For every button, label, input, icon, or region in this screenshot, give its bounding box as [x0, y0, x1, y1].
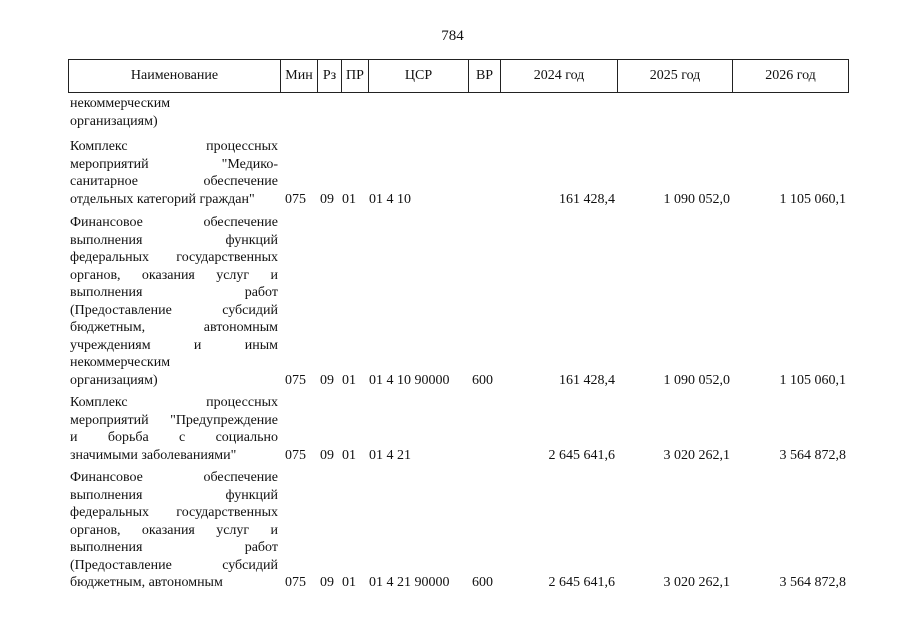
cell-csr: 01 4 21	[369, 447, 411, 463]
row-name-line: мероприятий "Медико-	[70, 156, 278, 172]
row-name-line: Финансовое обеспечение	[70, 215, 278, 230]
row-name-line: (Предоставление субсидий	[70, 302, 278, 318]
header-min: Мин	[281, 60, 318, 92]
row-name-line: выполнения работ	[70, 285, 278, 300]
row-name	[70, 95, 278, 130]
header-vr: ВР	[469, 60, 501, 92]
cell-vr: 600	[472, 372, 493, 388]
header-2026: 2026 год	[765, 68, 816, 83]
cell-rz: 09	[320, 575, 334, 590]
table-row	[68, 214, 849, 389]
header-rz: Рз	[318, 60, 342, 92]
row-name	[70, 469, 278, 592]
cell-y2026: 3 564 872,8	[779, 575, 846, 590]
row-name-line: значимыми заболеваниями"	[70, 447, 237, 463]
cell-min: 075	[285, 575, 306, 590]
table-row	[68, 394, 849, 464]
table-row	[68, 138, 849, 208]
cell-rz: 09	[320, 191, 334, 207]
cell-csr: 01 4 21 90000	[369, 575, 450, 590]
cell-y2026: 1 105 060,1	[779, 372, 846, 388]
row-name-line: выполнения функций	[70, 487, 278, 503]
cell-pr: 01	[342, 372, 356, 388]
page-number: 784	[441, 28, 464, 44]
row-name	[70, 394, 278, 464]
cell-y2025: 1 090 052,0	[663, 372, 730, 388]
row-name	[70, 138, 278, 208]
row-name-line: органов, оказания услуг и	[70, 267, 278, 283]
header-csr: ЦСР	[369, 60, 469, 92]
table-row	[68, 469, 849, 592]
header-name: Наименование	[69, 60, 281, 92]
cell-pr: 01	[342, 191, 356, 207]
cell-y2025: 1 090 052,0	[663, 191, 730, 207]
row-name-line: и борьба с социально	[70, 430, 278, 445]
cell-y2026: 1 105 060,1	[779, 191, 846, 207]
header-pr: ПР	[342, 60, 369, 92]
cell-y2024: 161 428,4	[559, 191, 615, 207]
row-name-line: (Предоставление субсидий	[70, 557, 278, 573]
row-name-line: организациям)	[70, 372, 158, 388]
header-2025: 2025 год	[618, 60, 733, 92]
cell-y2024: 2 645 641,6	[548, 575, 615, 590]
cell-y2026: 3 564 872,8	[779, 447, 846, 463]
cell-csr: 01 4 10	[369, 191, 411, 207]
row-name-line: бюджетным, автономным	[70, 575, 223, 590]
row-name-line: некоммерческим	[70, 355, 171, 370]
row-name-line: органов, оказания услуг и	[70, 522, 278, 538]
cell-min: 075	[285, 372, 306, 388]
table-header	[68, 59, 849, 93]
cell-rz: 09	[320, 447, 334, 463]
cell-y2024: 2 645 641,6	[548, 447, 615, 463]
cell-min: 075	[285, 191, 306, 207]
row-name-line: Финансовое обеспечение	[70, 470, 278, 485]
cell-pr: 01	[342, 575, 356, 590]
row-name-line: федеральных государственных	[70, 250, 278, 265]
row-name-line: некоммерческим	[70, 96, 171, 111]
row-name	[70, 214, 278, 389]
row-name-line: Комплекс процессных	[70, 395, 278, 410]
row-name-line: мероприятий "Предупреждение	[70, 412, 278, 428]
row-name-line: учреждениям и иным	[70, 337, 278, 353]
cell-vr: 600	[472, 575, 493, 590]
cell-csr: 01 4 10 90000	[369, 372, 450, 388]
table-row	[68, 95, 849, 130]
cell-rz: 09	[320, 372, 334, 388]
row-name-line: выполнения функций	[70, 232, 278, 248]
cell-min: 075	[285, 447, 306, 463]
cell-y2024: 161 428,4	[559, 372, 615, 388]
row-name-line: Комплекс процессных	[70, 139, 278, 154]
row-name-line: отдельных категорий граждан"	[70, 191, 255, 207]
row-name-line: федеральных государственных	[70, 505, 278, 520]
header-2024: 2024 год	[501, 60, 618, 92]
row-name-line: организациям)	[70, 113, 158, 129]
cell-y2025: 3 020 262,1	[663, 575, 730, 590]
row-name-line: санитарное обеспечение	[70, 174, 278, 189]
row-name-line: бюджетным, автономным	[70, 320, 278, 335]
cell-y2025: 3 020 262,1	[663, 447, 730, 463]
row-name-line: выполнения работ	[70, 540, 278, 555]
cell-pr: 01	[342, 447, 356, 463]
